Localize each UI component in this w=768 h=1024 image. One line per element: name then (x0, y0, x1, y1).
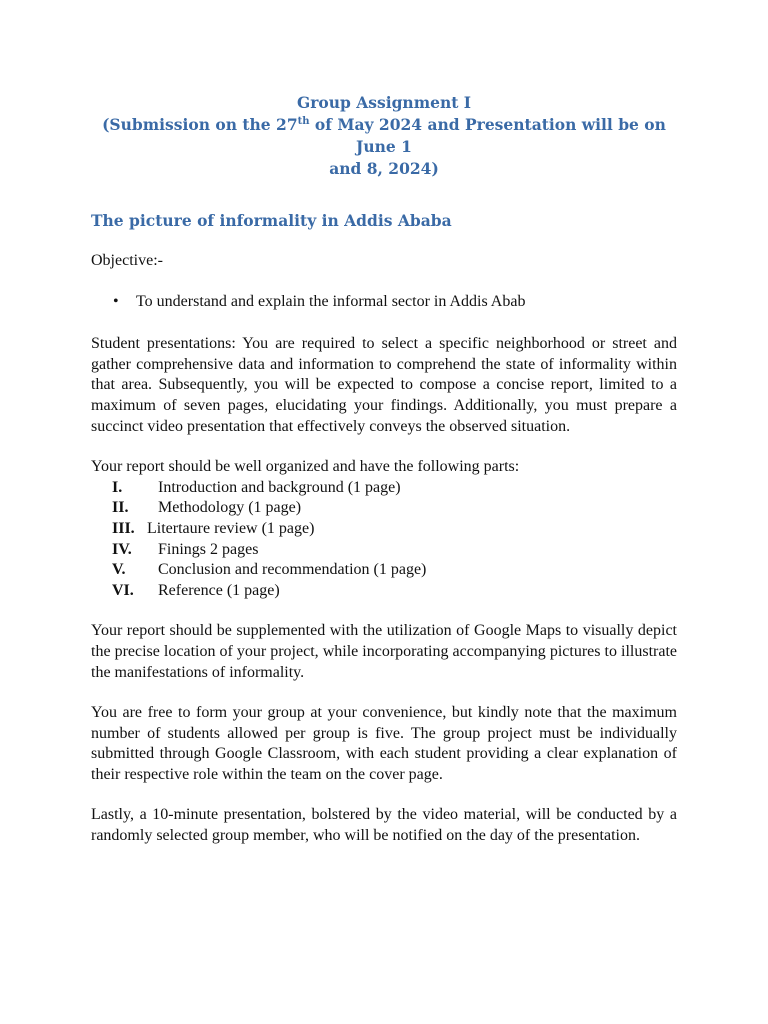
list-item (91, 581, 677, 602)
objective-text: To understand and explain the informal sector in Addis Abab (136, 292, 526, 310)
part-number: VI. (112, 581, 134, 599)
list-item (91, 292, 677, 313)
maps-paragraph: Your report should be supplemented with the utilization of Google Maps to visually depict the precise location of your project, while incorporating accompanying pictures to illustrate the manifestations of informality. (91, 622, 677, 681)
groups-paragraph: You are free to form your group at your convenience, but kindly note that the maximum number of students allowed per group is five. The group project must be individually submitted through Google Classroom, with each student providing a clear explanation of their respective role within the team on the cover page. (91, 704, 677, 783)
list-item (91, 560, 677, 581)
objective-label: Objective:- (91, 252, 163, 269)
part-text: Litertaure review (1 page) (147, 519, 315, 537)
report-parts-list (91, 478, 677, 602)
part-number: I. (112, 478, 123, 496)
title-block (91, 92, 677, 180)
lastly-paragraph: Lastly, a 10-minute presentation, bolstered by the video material, will be conducted by a randomly selected group member, who will be notified on the day of the presentation. (91, 806, 677, 845)
submission-suffix: of May 2024 and Presentation will be on June 1 (309, 115, 666, 156)
part-number: III. (112, 519, 135, 537)
list-item (91, 478, 677, 499)
submission-prefix: (Submission on the 27 (102, 115, 298, 134)
list-item (91, 498, 677, 519)
submission-line-2: and 8, 2024) (329, 159, 439, 178)
part-number: V. (112, 561, 126, 579)
assignment-title: Group Assignment I (296, 93, 472, 112)
part-number: IV. (112, 540, 132, 558)
bullet-icon: • (113, 292, 119, 310)
objective-list (91, 292, 677, 313)
submission-line (91, 114, 677, 158)
list-item (91, 519, 677, 540)
part-text: Introduction and background (1 page) (158, 478, 401, 496)
document-page (91, 92, 677, 847)
presentations-paragraph: Student presentations: You are required to select a specific neighborhood or street and gather comprehensive data and information to comprehend the state of informality within that area. Subsequently, you will be expected to compose a concise report, limited to a maximum of seven pages, elucidating your findings. Additionally, you must prepare a succinct video presentation that effectively conveys the observed situation. (91, 335, 677, 435)
part-text: Reference (1 page) (158, 581, 280, 599)
ordinal-suffix: th (297, 115, 310, 127)
part-text: Finings 2 pages (158, 540, 259, 558)
report-intro-paragraph: Your report should be well organized and have the following parts: (91, 458, 520, 476)
part-number: II. (112, 499, 129, 517)
section-heading: The picture of informality in Addis Ababa (91, 211, 452, 230)
part-text: Methodology (1 page) (158, 499, 302, 517)
part-text: Conclusion and recommendation (1 page) (158, 561, 427, 579)
list-item (91, 540, 677, 561)
